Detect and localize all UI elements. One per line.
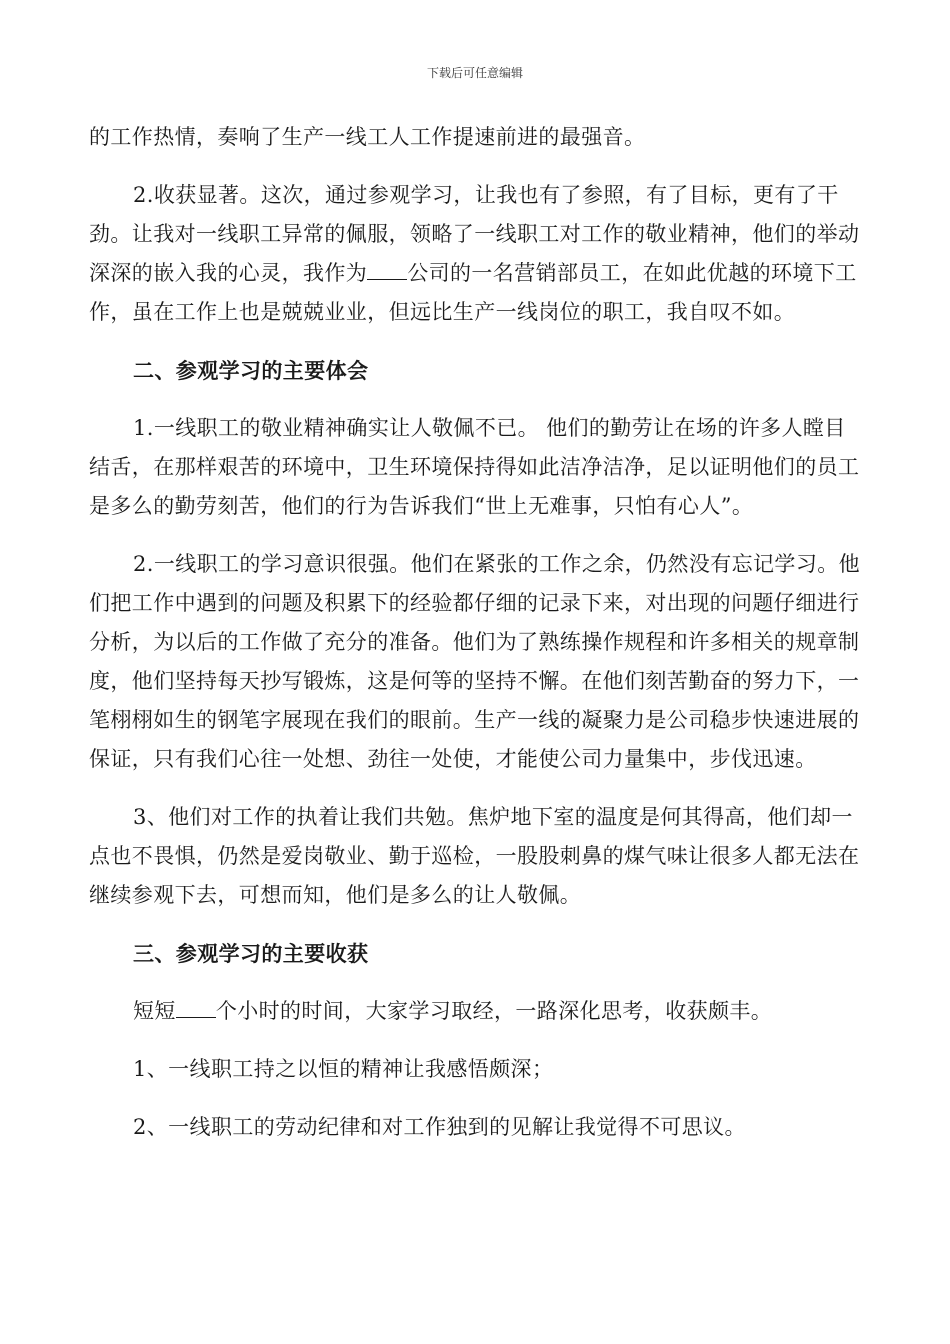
list-item-gain-2: 2、一线职工的劳动纪律和对工作独到的见解让我觉得不可思议。: [133, 1115, 746, 1139]
paragraph-short-time-text-a: 短短: [133, 999, 176, 1023]
document-body: [89, 118, 865, 1166]
paragraph-dedication: 1.一线职工的敬业精神确实让人敬佩不已。 他们的勤劳让在场的许多人瞠目结舌，在那样艰苦的环境中，卫生环境保持得如此洁净洁净，足以证明他们的员工是多么的勤劳刻苦，他们的行为告诉我们“世上无难事，只怕有心人”。: [89, 416, 860, 518]
paragraph-learning: 2.一线职工的学习意识很强。他们在紧张的工作之余，仍然没有忘记学习。他们把工作中遇到的问题及积累下的经验都仔细的记录下来，对出现的问题仔细进行分析，为以后的工作做了充分的准备。他们为了熟练操作规程和许多相关的规章制度，他们坚持每天抄写锻炼，这是何等的坚持不懈。在他们刻苦勤奋的努力下，一笔栩栩如生的钢笔字展现在我们的眼前。生产一线的凝聚力是公司稳步快速进展的保证，只有我们心往一处想、劲往一处使，才能使公司力量集中，步伐迅速。: [89, 552, 861, 771]
section-heading-gains: 三、参观学习的主要收获: [133, 941, 369, 966]
paragraph-harvest-text-a: 2.收获显著。这次，通过参观学习，让我也有了参照，有了目标，更有了干劲。让我对一线职工异常的佩服，领略了一线职工对工作的敬业精神，他们的举动深深的嵌入我的心灵，我作为: [89, 183, 860, 285]
section-heading-experience: 二、参观学习的主要体会: [133, 358, 369, 383]
fill-in-blank: [367, 261, 407, 280]
paragraph-harvest-text-b: 公司的一名营销部员工，在如此优越的环境下工作，虽在工作上也是兢兢业业，但远比生产一线岗位的职工，我自叹不如。: [89, 261, 857, 324]
paragraph-persistence: 3、他们对工作的执着让我们共勉。焦炉地下室的温度是何其得高，他们却一点也不畏惧，仍然是爱岗敬业、勤于巡检，一股股刺鼻的煤气味让很多人都无法在继续参观下去，可想而知，他们是多么的让人敬佩。: [89, 805, 860, 907]
paragraph-short-time-text-b: 个小时的时间，大家学习取经，一路深化思考，收获颇丰。: [215, 999, 773, 1023]
paragraph-harvest: [89, 176, 865, 332]
paragraph-short-time: [89, 992, 865, 1031]
paragraph-continuation: 的工作热情，奏响了生产一线工人工作提速前进的最强音。: [89, 125, 646, 149]
page-header: 下载后可任意编辑: [426, 66, 523, 80]
fill-in-blank-hours: [176, 999, 216, 1018]
list-item-gain-1: 1、一线职工持之以恒的精神让我感悟颇深；: [133, 1057, 554, 1081]
